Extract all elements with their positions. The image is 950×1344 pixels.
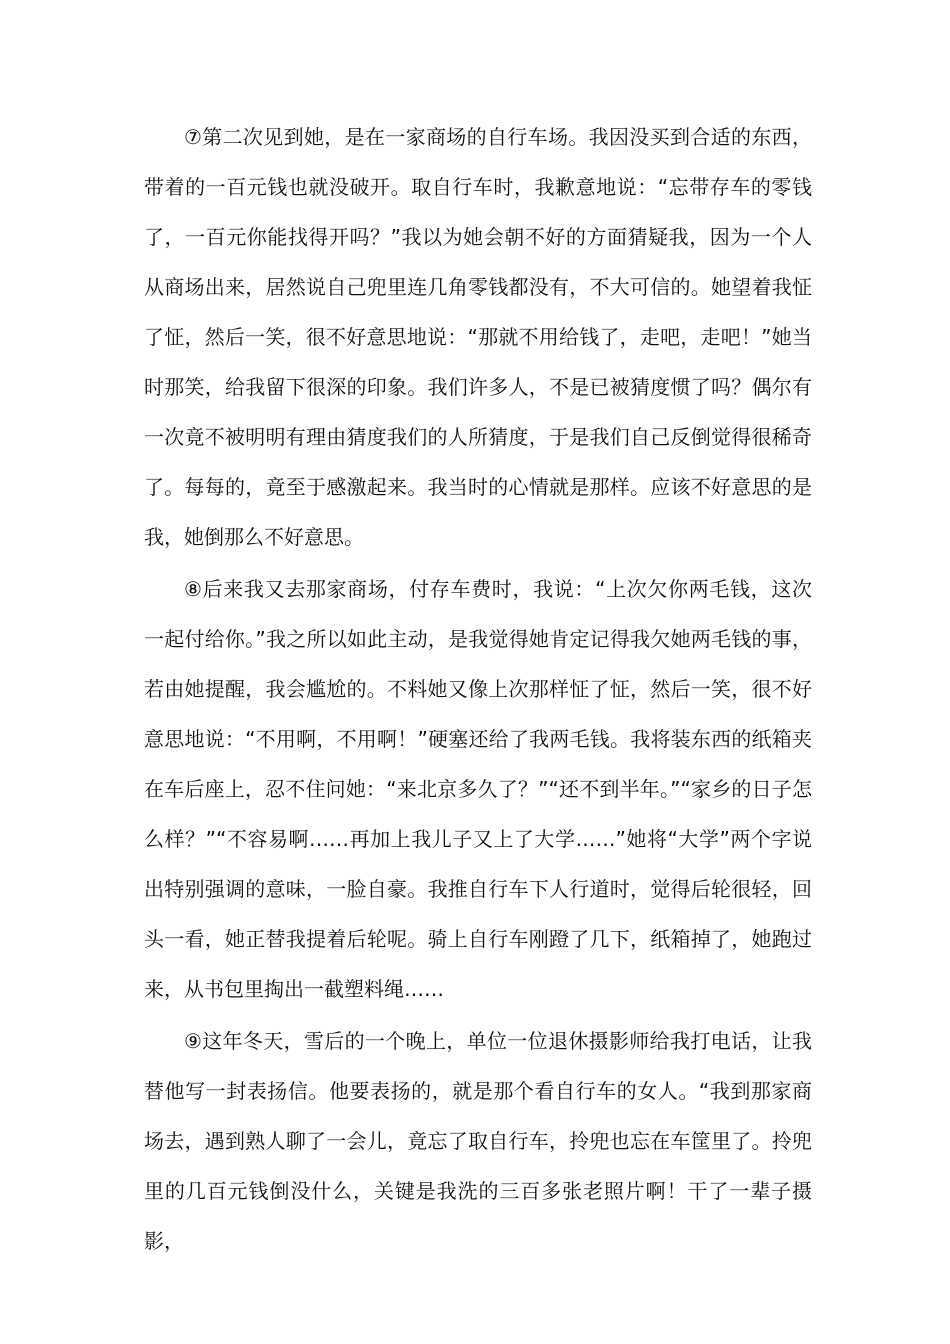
paragraph-9: ⑨这年冬天，雪后的一个晚上，单位一位退休摄影师给我打电话，让我替他写一封表扬信。他要表扬的，就是那个看自行车的女人。“我到那家商场去，遇到熟人聊了一会儿，竟忘了取自行车，拎兜也忘在车筐里了。拎兜里的几百元钱倒没什么，关键是我洗的三百多张老照片啊！干了一辈子摄影， — [144, 1029, 812, 1253]
paragraph-8: ⑧后来我又去那家商场，付存车费时，我说：“上次欠你两毛钱，这次一起付给你。”我之所以如此主动，是我觉得她肯定记得我欠她两毛钱的事，若由她提醒，我会尴尬的。不料她又像上次那样怔了怔，然后一笑，很不好意思地说：“不用啊，不用啊！”硬塞还给了我两毛钱。我将装东西的纸箱夹在车后座上，忍不住问她：“来北京多久了？”“还不到半年。”“家乡的日子怎么样？”“不容易啊……再加上我儿子又上了大学……”她将“大学”两个字说出特别强调的意味，一脸自豪。我推自行车下人行道时，觉得后轮很轻，回头一看，她正替我提着后轮呢。骑上自行车刚蹬了几下，纸箱掉了，她跑过来，从书包里掏出一截塑料绳…… — [144, 577, 812, 1001]
paragraph-7: ⑦第二次见到她，是在一家商场的自行车场。我因没买到合适的东西，带着的一百元钱也就没破开。取自行车时，我歉意地说：“忘带存车的零钱了，一百元你能找得开吗？”我以为她会朝不好的方面猜疑我，因为一个人从商场出来，居然说自己兜里连几角零钱都没有，不大可信的。她望着我怔了怔，然后一笑，很不好意思地说：“那就不用给钱了，走吧，走吧！”她当时那笑，给我留下很深的印象。我们许多人，不是已被猜度惯了吗？偶尔有一次竟不被明明有理由猜度我们的人所猜度，于是我们自己反倒觉得很稀奇了。每每的，竟至于感激起来。我当时的心情就是那样。应该不好意思的是我，她倒那么不好意思。 — [144, 125, 812, 549]
document-body — [144, 112, 812, 1266]
